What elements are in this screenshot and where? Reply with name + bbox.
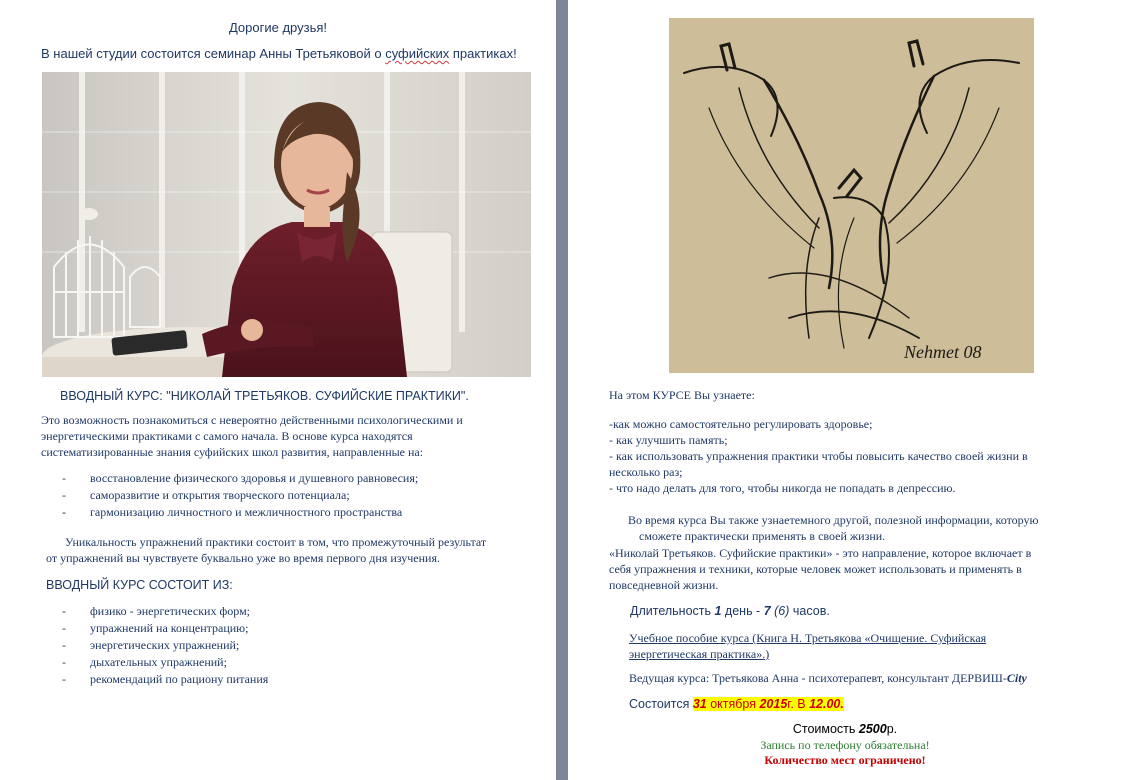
limited-note: Количество мест ограничено! <box>764 753 926 767</box>
list-item: - гармонизацию личностного и межличностного пространства <box>62 505 403 519</box>
greeting: Дорогие друзья! <box>228 20 328 35</box>
host-city: City <box>1006 671 1027 685</box>
list-item: - физико - энергетических форм; <box>62 604 250 618</box>
price-value: 2500 <box>858 722 887 736</box>
learn-item: -как можно самостоятельно регулировать здоровье; <box>609 417 873 431</box>
list-item: - энергетических упражнений; <box>62 638 240 652</box>
duration-mid: день - <box>721 604 764 618</box>
components-list <box>62 603 269 688</box>
price-line <box>568 722 1122 736</box>
duration-label: Длительность <box>630 604 715 618</box>
date-label: Состоится <box>629 697 693 711</box>
direction-line: повседневной жизни. <box>609 578 719 592</box>
direction-paragraph <box>609 545 1031 593</box>
also-line: Во время курса Вы также узнаетемного другой, полезной информации, которую <box>628 513 1039 527</box>
consists-title: ВВОДНЫЙ КУРС СОСТОИТ ИЗ: <box>46 578 233 592</box>
price-label: Стоимость <box>792 722 859 736</box>
list-item: - восстановление физического здоровья и душевного равновесия; <box>62 471 419 485</box>
learn-list <box>609 416 1028 496</box>
duration-alt: (6) <box>774 604 790 618</box>
intro-word: суфийских <box>385 46 450 61</box>
page-right <box>568 0 1122 780</box>
direction-line: себя упражнения и техники, которые человек может использовать и применять в <box>609 562 1022 576</box>
uniqueness-line: от упражнений вы чувствуете буквально уже во время первого дня изучения. <box>46 551 440 565</box>
duration-hours: 7 <box>763 604 771 618</box>
signup-note: Запись по телефону обязательна! <box>760 738 930 752</box>
duration-line <box>630 604 830 618</box>
list-item: - упражнений на концентрацию; <box>62 621 249 635</box>
description-line: Это возможность познакомиться с невероятно действенными психологическими и <box>41 413 463 427</box>
host-text: Ведущая курса: Третьякова Анна - психотерапевт, консультант ДЕРВИШ- <box>629 671 1007 685</box>
course-description <box>41 412 463 460</box>
duration-suffix: часов. <box>789 604 830 618</box>
learn-item: - что надо делать для того, чтобы никогда не попадать в депрессию. <box>609 481 956 495</box>
date-line <box>629 697 844 711</box>
learn-item: несколько раз; <box>609 465 683 479</box>
course-title: ВВОДНЫЙ КУРС: "НИКОЛАЙ ТРЕТЬЯКОВ. СУФИЙСКИЕ ПРАКТИКИ". <box>60 389 469 403</box>
intro-line <box>41 46 517 61</box>
direction-line: «Николай Третьяков. Суфийские практики» - это направление, которое включает в <box>609 546 1032 560</box>
description-line: энергетическими практиками с самого начала. В основе курса находятся <box>41 429 413 443</box>
page-left <box>0 0 556 780</box>
manual-paragraph <box>629 630 986 662</box>
manual-line: энергетическая практика».) <box>629 647 770 661</box>
page-gap <box>556 0 568 780</box>
list-item: - рекомендаций по рациону питания <box>62 672 269 686</box>
learn-item: - как использовать упражнения практики чтобы повысить качество своей жизни в <box>609 449 1028 463</box>
uniqueness-line: Уникальность упражнений практики состоит в том, что промежуточный результат <box>65 535 487 549</box>
duration-days: 1 <box>714 604 722 618</box>
learn-item: - как улучшить память; <box>609 433 728 447</box>
portrait-photo <box>42 72 531 377</box>
intro-end: практиках! <box>449 46 517 61</box>
also-line: сможете практически применять в своей жизни. <box>639 529 886 543</box>
host-line <box>629 671 1027 686</box>
manual-line: Учебное пособие курса (Книга Н. Третьякова «Очищение. Суфийская <box>629 631 987 645</box>
description-line: систематизированные знания суфийских школ развития, направленные на: <box>41 445 424 459</box>
list-item: - саморазвитие и открытия творческого потенциала; <box>62 488 350 502</box>
date-highlight: 31 октября 2015г. В 12.00. <box>692 697 844 711</box>
intro-start: В нашей студии состоится семинар Анны Третьяковой о <box>41 46 386 61</box>
goals-list <box>62 470 419 521</box>
uniqueness-paragraph <box>46 534 486 566</box>
price-suffix: р. <box>886 722 898 736</box>
learn-title: На этом КУРСЕ Вы узнаете: <box>609 388 755 402</box>
artist-signature: Nehmet 08 <box>904 342 982 362</box>
dervish-drawing <box>669 18 1034 373</box>
list-item: - дыхательных упражнений; <box>62 655 227 669</box>
also-paragraph <box>609 512 1038 544</box>
